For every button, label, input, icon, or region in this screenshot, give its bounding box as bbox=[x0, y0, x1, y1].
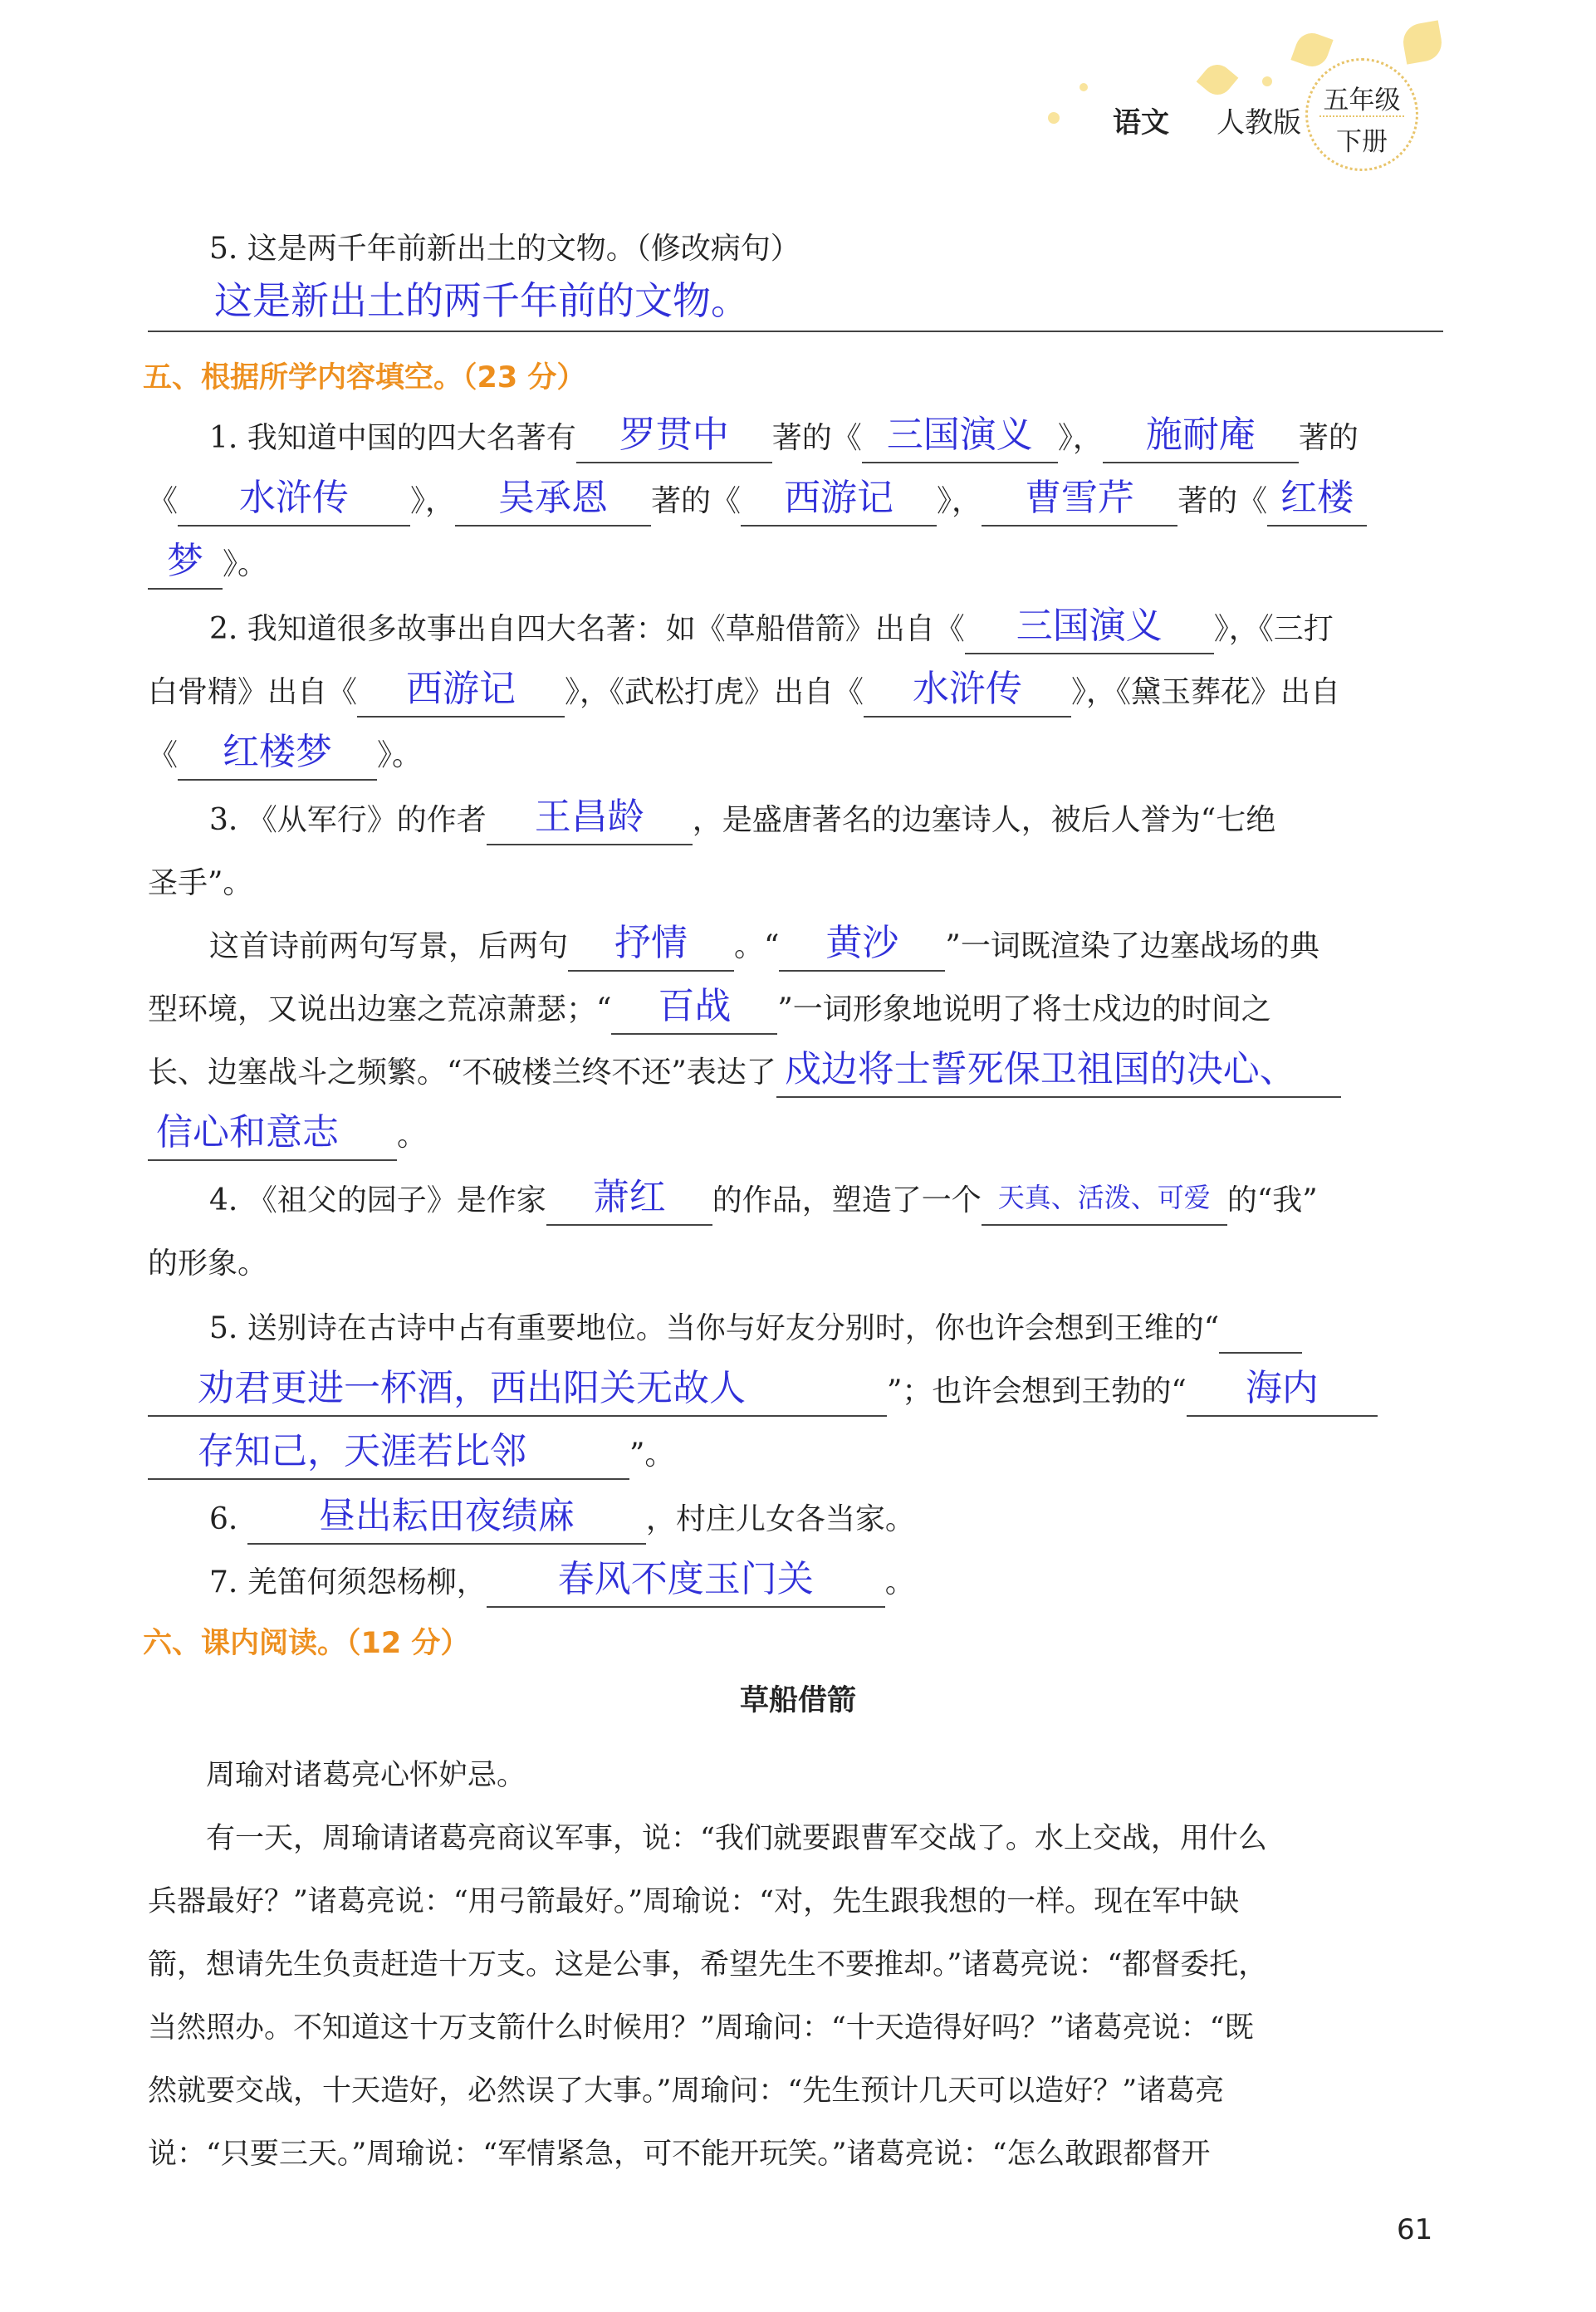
question-row bbox=[209, 1169, 1505, 1232]
question-row bbox=[148, 1360, 1443, 1423]
question-row bbox=[209, 915, 1505, 978]
passage-line: 箭，想请先生负责赶造十万支。这是公事，希望先生不要推却。”诸葛亮说：“都督委托， bbox=[148, 1948, 1268, 1981]
header-subject: 语文 bbox=[1113, 106, 1169, 140]
handwritten-answer: 王昌龄 bbox=[534, 796, 644, 838]
question-text: 著的《 bbox=[1177, 484, 1268, 518]
question-text: 的“我” bbox=[1226, 1183, 1318, 1217]
question-text: 3. 《从军行》的作者 bbox=[209, 803, 487, 837]
question-text: 5. 送别诗在古诗中占有重要地位。当你与好友分别时，你也许会想到王维的“ bbox=[209, 1311, 1220, 1345]
handwritten-answer: 戍边将士誓死保卫祖国的决心、 bbox=[784, 1048, 1296, 1090]
passage-line: 周瑜对诸葛亮心怀妒忌。 bbox=[148, 1759, 526, 1792]
question-text: 。 bbox=[884, 1565, 915, 1599]
question-row bbox=[209, 1297, 1505, 1360]
passage-line: 然就要交战，十天造好，必然误了大事。”周瑜问：“先生预计几天可以造好？”诸葛亮 bbox=[148, 2074, 1225, 2108]
fill-blank[interactable] bbox=[487, 789, 693, 845]
handwritten-answer: 三国演义 bbox=[886, 414, 1033, 456]
question-row bbox=[148, 661, 1443, 724]
handwritten-answer: 海内 bbox=[1245, 1367, 1319, 1409]
fill-blank[interactable] bbox=[576, 407, 772, 463]
fill-blank[interactable] bbox=[357, 661, 565, 718]
question-row bbox=[209, 1551, 1505, 1614]
question-row bbox=[148, 470, 1443, 533]
question-text: ”。 bbox=[629, 1438, 675, 1472]
leaf-decoration-icon bbox=[1197, 59, 1239, 101]
fill-blank[interactable] bbox=[178, 470, 410, 527]
handwritten-answer: 昼出耘田夜绩麻 bbox=[318, 1495, 575, 1537]
question-text: 》，《三打 bbox=[1213, 612, 1334, 646]
question-text: 》， bbox=[410, 484, 456, 518]
passage-line: 兵器最好？”诸葛亮说：“用弓箭最好。”周瑜说：“对，先生跟我想的一样。现在军中缺 bbox=[148, 1885, 1240, 1918]
handwritten-answer: 萧红 bbox=[592, 1176, 666, 1218]
handwritten-answer: 水浒传 bbox=[913, 668, 1023, 710]
handwritten-answer: 百战 bbox=[658, 985, 732, 1027]
question-text: ，村庄儿女各当家。 bbox=[645, 1502, 915, 1536]
fill-blank[interactable] bbox=[1267, 470, 1367, 527]
handwritten-answer: 劝君更进一杯酒，西出阳关无故人 bbox=[198, 1367, 746, 1409]
badge-volume: 下册 bbox=[1336, 127, 1388, 157]
fill-blank[interactable] bbox=[862, 407, 1058, 463]
question-row bbox=[148, 724, 1443, 787]
section-heading: 五、根据所学内容填空。（23 分） bbox=[143, 361, 586, 394]
fill-blank[interactable] bbox=[965, 598, 1214, 654]
handwritten-answer: 抒情 bbox=[614, 922, 688, 964]
handwritten-answer: 黄沙 bbox=[825, 922, 899, 964]
story-title: 草船借箭 bbox=[739, 1684, 856, 1717]
question-text: 2. 我知道很多故事出自四大名著：如《草船借箭》出自《 bbox=[209, 612, 965, 646]
question-text: 白骨精》出自《 bbox=[148, 675, 358, 709]
passage-line: 有一天，周瑜请诸葛亮商议军事，说：“我们就要跟曹军交战了。水上交战，用什么 bbox=[148, 1822, 1267, 1855]
fill-blank[interactable] bbox=[487, 1551, 885, 1608]
question-text: 6. bbox=[209, 1502, 238, 1536]
question-row bbox=[209, 598, 1505, 661]
question-text: 型环境，又说出边塞之荒凉萧瑟；“ bbox=[148, 992, 612, 1026]
handwritten-answer: 存知己，天涯若比邻 bbox=[198, 1430, 526, 1472]
passage-line: 当然照办。不知道这十万支箭什么时候用？”周瑜问：“十天造得好吗？”诸葛亮说：“既 bbox=[148, 2011, 1254, 2045]
fill-blank[interactable] bbox=[568, 915, 734, 972]
question-text: 著的《 bbox=[771, 421, 862, 455]
question-text: ，是盛唐著名的边塞诗人，被后人誉为“七绝 bbox=[692, 803, 1276, 837]
dot-decoration-icon bbox=[1048, 112, 1060, 124]
question-text: 这首诗前两句写景，后两句 bbox=[209, 929, 569, 963]
question-text: 4. 《祖父的园子》是作家 bbox=[209, 1183, 546, 1217]
fill-blank[interactable] bbox=[148, 1423, 629, 1480]
question-text: 圣手”。 bbox=[148, 866, 253, 900]
handwritten-answer: 信心和意志 bbox=[156, 1111, 339, 1154]
question-text: 《 bbox=[148, 738, 179, 772]
fill-blank[interactable] bbox=[1187, 1360, 1378, 1417]
question-text: 7. 羌笛何须怨杨柳， bbox=[209, 1565, 487, 1599]
question-row bbox=[148, 1105, 1443, 1168]
handwritten-answer: 梦 bbox=[167, 540, 203, 582]
handwritten-answer: 红楼 bbox=[1280, 477, 1354, 519]
question-text: 5. 这是两千年前新出土的文物。（修改病句） bbox=[209, 232, 800, 266]
dot-decoration-icon bbox=[1262, 76, 1272, 86]
question-row bbox=[148, 978, 1443, 1041]
fill-blank[interactable] bbox=[455, 470, 651, 527]
fill-blank[interactable] bbox=[148, 533, 223, 590]
leaf-decoration-icon bbox=[1290, 28, 1333, 71]
question-text: 的形象。 bbox=[148, 1247, 268, 1281]
dot-decoration-icon bbox=[1080, 83, 1088, 91]
question-text: 。“ bbox=[734, 929, 780, 963]
question-row bbox=[148, 533, 1443, 596]
grade-badge bbox=[1305, 58, 1418, 171]
question-row bbox=[209, 1488, 1505, 1551]
passage-line: 说：“只要三天。”周瑜说：“军情紧急，可不能开玩笑。”诸葛亮说：“怎么敢跟都督开 bbox=[148, 2138, 1211, 2171]
handwritten-answer: 曹雪芹 bbox=[1025, 477, 1135, 519]
question-text: 长、边塞战斗之频繁。“不破楼兰终不还”表达了 bbox=[148, 1056, 776, 1090]
handwritten-answer: 罗贯中 bbox=[619, 414, 729, 456]
fill-blank[interactable] bbox=[1219, 1297, 1302, 1354]
question-row bbox=[209, 407, 1505, 470]
question-text: 。 bbox=[397, 1119, 428, 1153]
handwritten-answer: 这是新出土的两千年前的文物。 bbox=[214, 278, 749, 323]
fill-blank[interactable] bbox=[148, 1360, 887, 1417]
fill-blank[interactable] bbox=[546, 1169, 712, 1226]
question-text: 》， bbox=[1057, 421, 1103, 455]
badge-divider bbox=[1319, 115, 1404, 117]
header-edition: 人教版 bbox=[1217, 106, 1301, 140]
fill-blank[interactable] bbox=[148, 1105, 397, 1161]
fill-blank[interactable] bbox=[779, 915, 945, 972]
fill-blank[interactable] bbox=[1103, 407, 1299, 463]
question-text: ”一词既渲染了边塞战场的典 bbox=[945, 929, 1319, 963]
question-text: 》，《黛玉葬花》出自 bbox=[1071, 675, 1341, 709]
page-number: 61 bbox=[1397, 2213, 1433, 2246]
question-text: 》， bbox=[937, 484, 982, 518]
handwritten-answer: 红楼梦 bbox=[223, 731, 333, 773]
question-text: 1. 我知道中国的四大名著有 bbox=[209, 421, 576, 455]
question-text: ”一词形象地说明了将士戍边的时间之 bbox=[777, 992, 1271, 1026]
handwritten-answer: 西游记 bbox=[784, 477, 894, 519]
question-row bbox=[209, 789, 1505, 852]
question-text: ”；也许会想到王勃的“ bbox=[887, 1374, 1187, 1408]
fill-blank[interactable] bbox=[178, 724, 377, 781]
handwritten-answer: 天真、活泼、可爱 bbox=[997, 1182, 1211, 1213]
handwritten-answer: 吴承恩 bbox=[498, 477, 609, 519]
handwritten-answer: 施耐庵 bbox=[1145, 414, 1256, 456]
handwritten-answer: 水浒传 bbox=[239, 477, 350, 519]
handwritten-answer: 春风不度玉门关 bbox=[557, 1558, 814, 1600]
fill-blank[interactable] bbox=[741, 470, 937, 527]
section-heading: 六、课内阅读。（12 分） bbox=[143, 1627, 470, 1660]
fill-blank[interactable] bbox=[611, 978, 777, 1035]
handwritten-answer: 三国演义 bbox=[1016, 605, 1163, 647]
handwritten-answer: 西游记 bbox=[406, 668, 516, 710]
question-text: 》。 bbox=[223, 547, 268, 581]
fill-blank[interactable] bbox=[982, 1169, 1227, 1226]
question-text: 》，《武松打虎》出自《 bbox=[565, 675, 864, 709]
answer-line bbox=[148, 331, 1443, 332]
question-text: 著的《 bbox=[651, 484, 742, 518]
reading-passage bbox=[148, 1744, 1440, 2186]
question-row bbox=[148, 1041, 1443, 1105]
question-text: 》。 bbox=[377, 738, 423, 772]
fill-blank[interactable] bbox=[247, 1488, 646, 1545]
question-text: 的作品，塑造了一个 bbox=[712, 1183, 982, 1217]
fill-blank[interactable] bbox=[864, 661, 1071, 718]
fill-blank[interactable] bbox=[982, 470, 1177, 527]
question-text: 《 bbox=[148, 484, 179, 518]
question-text: 著的 bbox=[1298, 421, 1359, 455]
fill-blank[interactable] bbox=[776, 1041, 1341, 1098]
leaf-decoration-icon bbox=[1400, 20, 1444, 64]
question-row bbox=[148, 1423, 1443, 1487]
badge-grade: 五年级 bbox=[1323, 86, 1401, 115]
